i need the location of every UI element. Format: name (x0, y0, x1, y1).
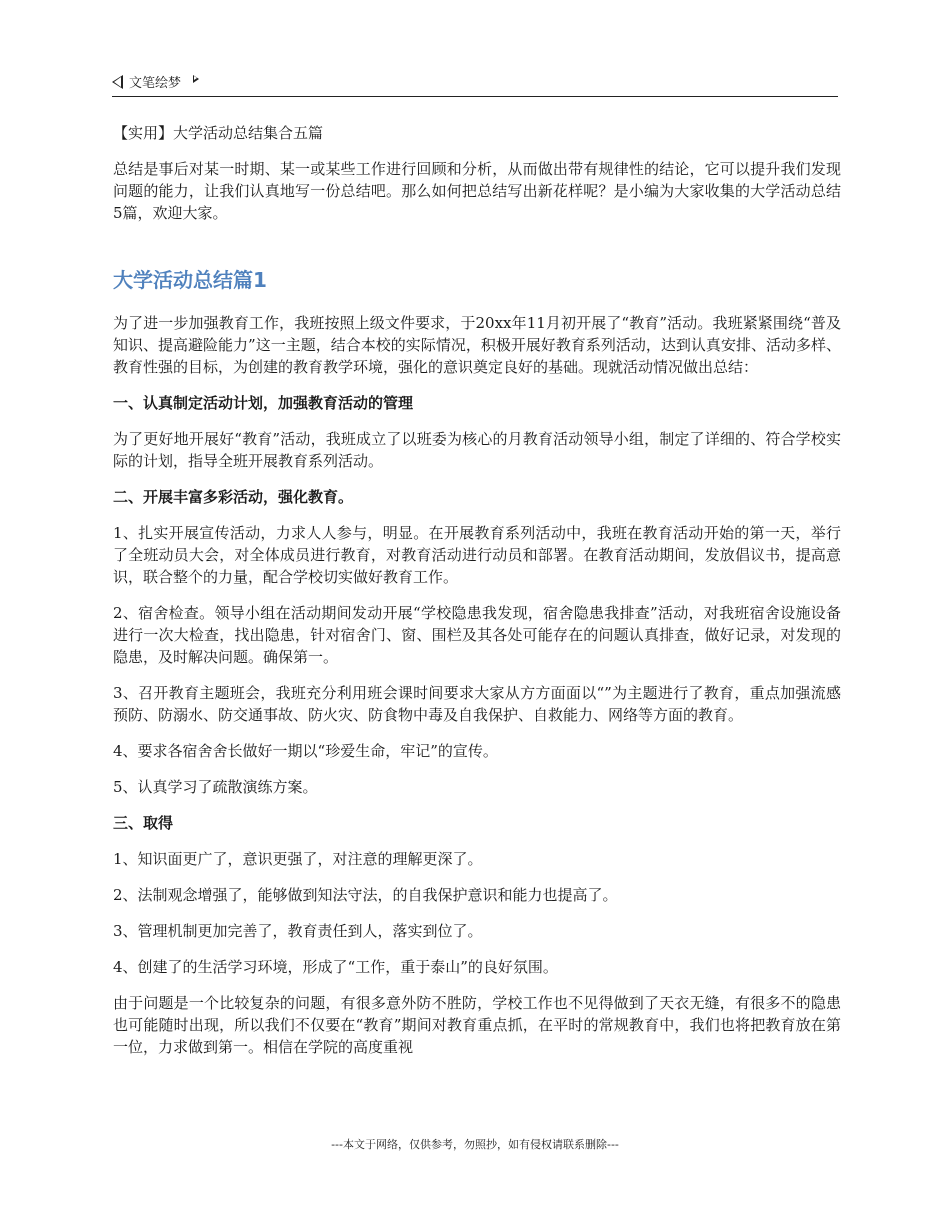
brand-name: 文笔绘梦 (129, 76, 182, 91)
final-paragraph: 由于问题是一个比较复杂的问题，有很多意外防不胜防，学校工作也不见得做到了天衣无缝，有很多不的隐患也可能随时出现，所以我们不仅要在“教育”期间对教育重点抓，在平时的常规教育中，我们也将把教育放在第一位，力求做到第一。相信在学院的高度重视 (113, 994, 841, 1056)
document-body (113, 122, 841, 1072)
triangle-right-icon (193, 75, 199, 83)
page-footer: ---本文于网络，仅供参考，勿照抄，如有侵权请联系删除--- (331, 1138, 619, 1151)
paragraph-1: 为了更好地开展好“教育”活动，我班成立了以班委为核心的月教育活动领导小组，制定了详细的、符合学校实际的计划，指导全班开展教育系列活动。 (113, 430, 841, 470)
list-item: 2、宿舍检查。领导小组在活动期间发动开展“学校隐患我发现，宿舍隐患我排查”活动，对我班宿舍设施设备进行一次大检查，找出隐患，针对宿舍门、窗、围栏及其各处可能存在的问题认真排查，做好记录，对发现的隐患，及时解决问题。确保第一。 (113, 604, 841, 666)
list-item: 4、创建了的生活学习环境，形成了“工作，重于泰山”的良好氛围。 (113, 958, 558, 976)
list-item: 5、认真学习了疏散演练方案。 (113, 778, 318, 796)
list-item: 4、要求各宿舍舍长做好一期以“珍爱生命，牢记”的宣传。 (113, 742, 498, 760)
list-item: 3、管理机制更加完善了，教育责任到人，落实到位了。 (113, 922, 483, 940)
brand (112, 72, 199, 91)
list-item: 3、召开教育主题班会，我班充分利用班会课时间要求大家从方方面面以“”为主题进行了教育，重点加强流感预防、防溺水、防交通事故、防火灾、防食物中毒及自我保护、自救能力、网络等方面的教育。 (113, 684, 841, 724)
triangle-left-icon (112, 75, 123, 89)
list-item: 1、扎实开展宣传活动，力求人人参与，明显。在开展教育系列活动中，我班在教育活动开始的第一天，举行了全班动员大会，对全体成员进行教育，对教育活动进行动员和部署。在教育活动期间，发放倡议书，提高意识，联合整个的力量，配合学校切实做好教育工作。 (113, 524, 841, 586)
document-title: 【实用】大学活动总结集合五篇 (113, 124, 324, 142)
list-item: 2、法制观念增强了，能够做到知法守法，的自我保护意识和能力也提高了。 (113, 886, 618, 904)
section-title: 大学活动总结篇1 (113, 268, 267, 292)
list-item: 1、知识面更广了，意识更强了，对注意的理解更深了。 (113, 850, 483, 868)
heading-2: 二、开展丰富多彩活动，强化教育。 (113, 488, 354, 506)
heading-1: 一、认真制定活动计划，加强教育活动的管理 (113, 394, 414, 412)
section-intro-paragraph: 为了进一步加强教育工作，我班按照上级文件要求，于20xx年11月初开展了“教育”活动。我班紧紧围绕“普及知识、提高避险能力”这一主题，结合本校的实际情况，积极开展好教育系列活动，达到认真安排、活动多样、教育性强的目标，为创建的教育教学环境，强化的意识奠定良好的基础。现就活动情况做出总结： (113, 314, 841, 376)
intro-paragraph: 总结是事后对某一时期、某一或某些工作进行回顾和分析，从而做出带有规律性的结论，它可以提升我们发现问题的能力，让我们认真地写一份总结吧。那么如何把总结写出新花样呢？是小编为大家收集的大学活动总结5篇，欢迎大家。 (113, 160, 841, 222)
page-header (112, 72, 838, 97)
heading-3: 三、取得 (113, 814, 174, 832)
